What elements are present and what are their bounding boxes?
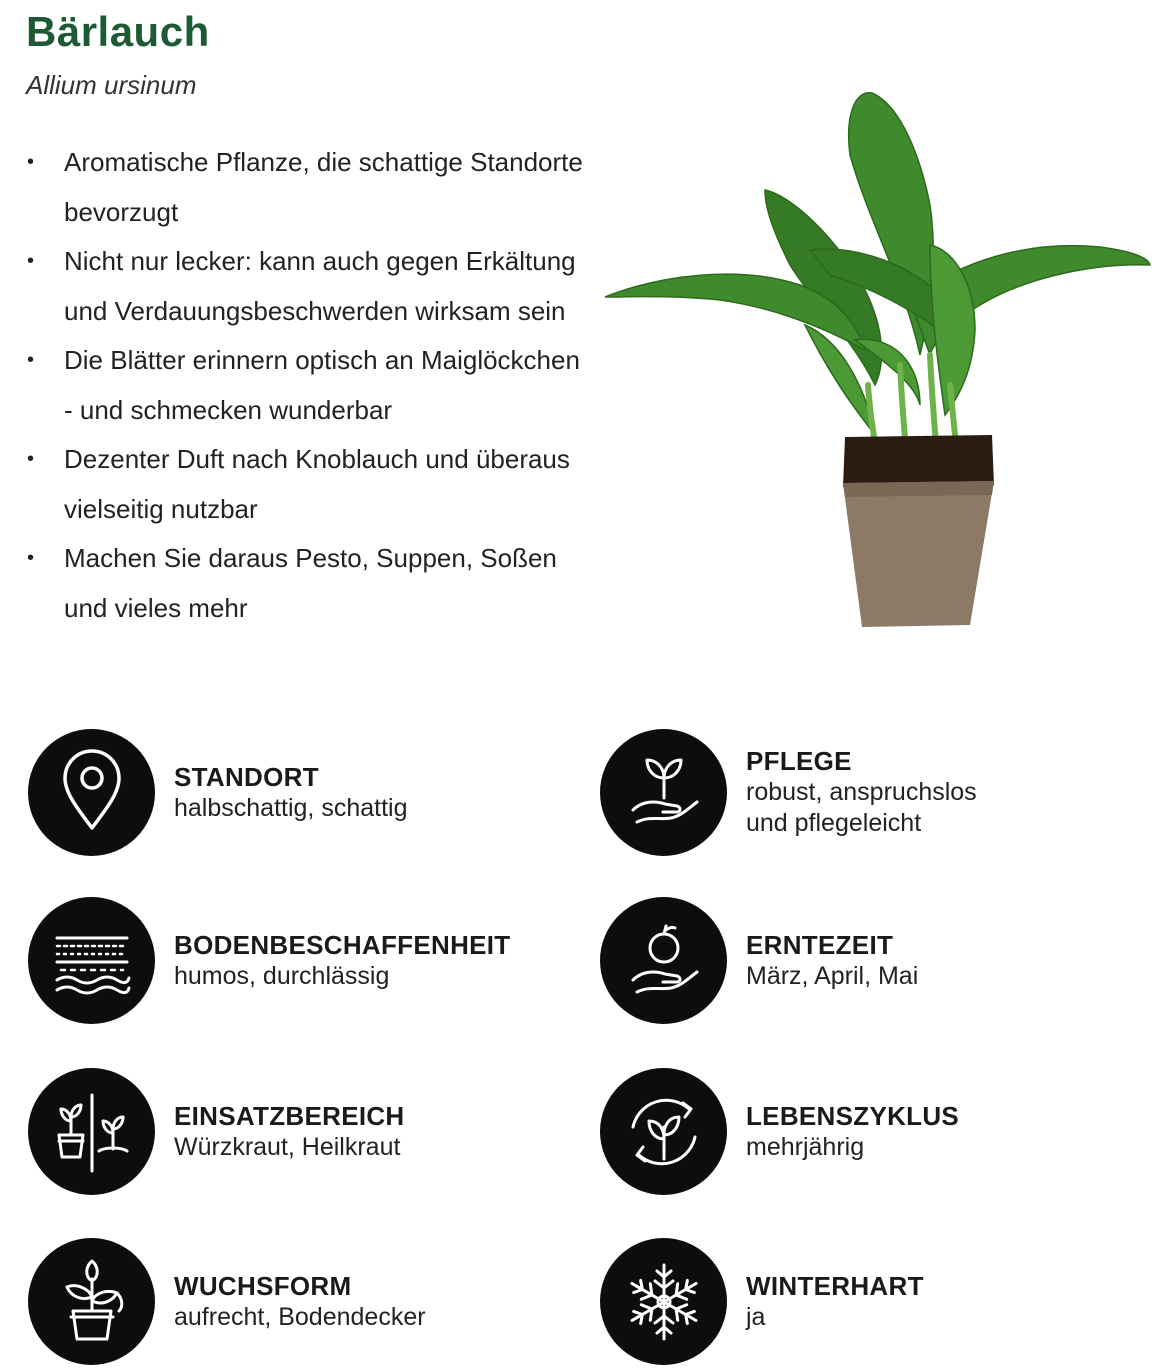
feature-value: mehrjährig: [746, 1132, 865, 1161]
location-pin-icon: [28, 729, 155, 856]
soil-layers-icon: [28, 897, 155, 1024]
feature-lebenszyklus: [600, 1068, 1160, 1198]
feature-value: robust, anspruchslos und pflegeleicht: [746, 778, 977, 837]
feature-label: BODENBESCHAFFENHEIT: [174, 929, 511, 960]
bullet-item: • Aromatische Pflanze, die schattige Standorte bevorzugt: [27, 147, 583, 227]
feature-label: WINTERHART: [746, 1270, 924, 1301]
feature-label: LEBENSZYKLUS: [746, 1100, 960, 1131]
feature-wuchsform: [28, 1238, 588, 1368]
feature-pflege: [600, 729, 1160, 859]
feature-value: halbschattig, schattig: [174, 793, 408, 822]
feature-einsatzbereich: [28, 1068, 588, 1198]
plant-product-image: [600, 85, 1160, 635]
feature-winterhart: [600, 1238, 1160, 1368]
feature-label: WUCHSFORM: [174, 1270, 352, 1301]
latin-name: Allium ursinum: [26, 70, 197, 100]
bullet-item: • Machen Sie daraus Pesto, Suppen, Soßen und vieles mehr: [27, 543, 557, 623]
product-title: Bärlauch: [26, 8, 210, 55]
feature-label: STANDORT: [174, 761, 319, 792]
snowflake-icon: [600, 1238, 727, 1365]
bullet-item: • Nicht nur lecker: kann auch gegen Erkältung und Verdauungsbeschwerden wirksam sein: [27, 246, 576, 326]
feature-value: Würzkraut, Heilkraut: [174, 1132, 401, 1161]
feature-bodenbeschaffenheit: [28, 897, 588, 1027]
feature-value: ja: [746, 1302, 766, 1331]
bullet-item: • Die Blätter erinnern optisch an Maiglöckchen - und schmecken wunderbar: [27, 345, 580, 425]
feature-label: EINSATZBEREICH: [174, 1100, 405, 1131]
potted-plant-icon: [28, 1238, 155, 1365]
pot-and-ground-icon: [28, 1068, 155, 1195]
feature-erntezeit: [600, 897, 1160, 1027]
sprout-cycle-icon: [600, 1068, 727, 1195]
plant-in-hand-icon: [600, 729, 727, 856]
bullet-item: • Dezenter Duft nach Knoblauch und überaus vielseitig nutzbar: [27, 444, 570, 524]
feature-bullet-list: [24, 138, 584, 633]
feature-standort: [28, 729, 588, 859]
feature-label: ERNTEZEIT: [746, 929, 894, 960]
feature-value: humos, durchlässig: [174, 961, 390, 990]
feature-label: PFLEGE: [746, 746, 852, 776]
feature-value: aufrecht, Bodendecker: [174, 1302, 426, 1331]
feature-value: März, April, Mai: [746, 961, 919, 990]
fruit-in-hand-icon: [600, 897, 727, 1024]
